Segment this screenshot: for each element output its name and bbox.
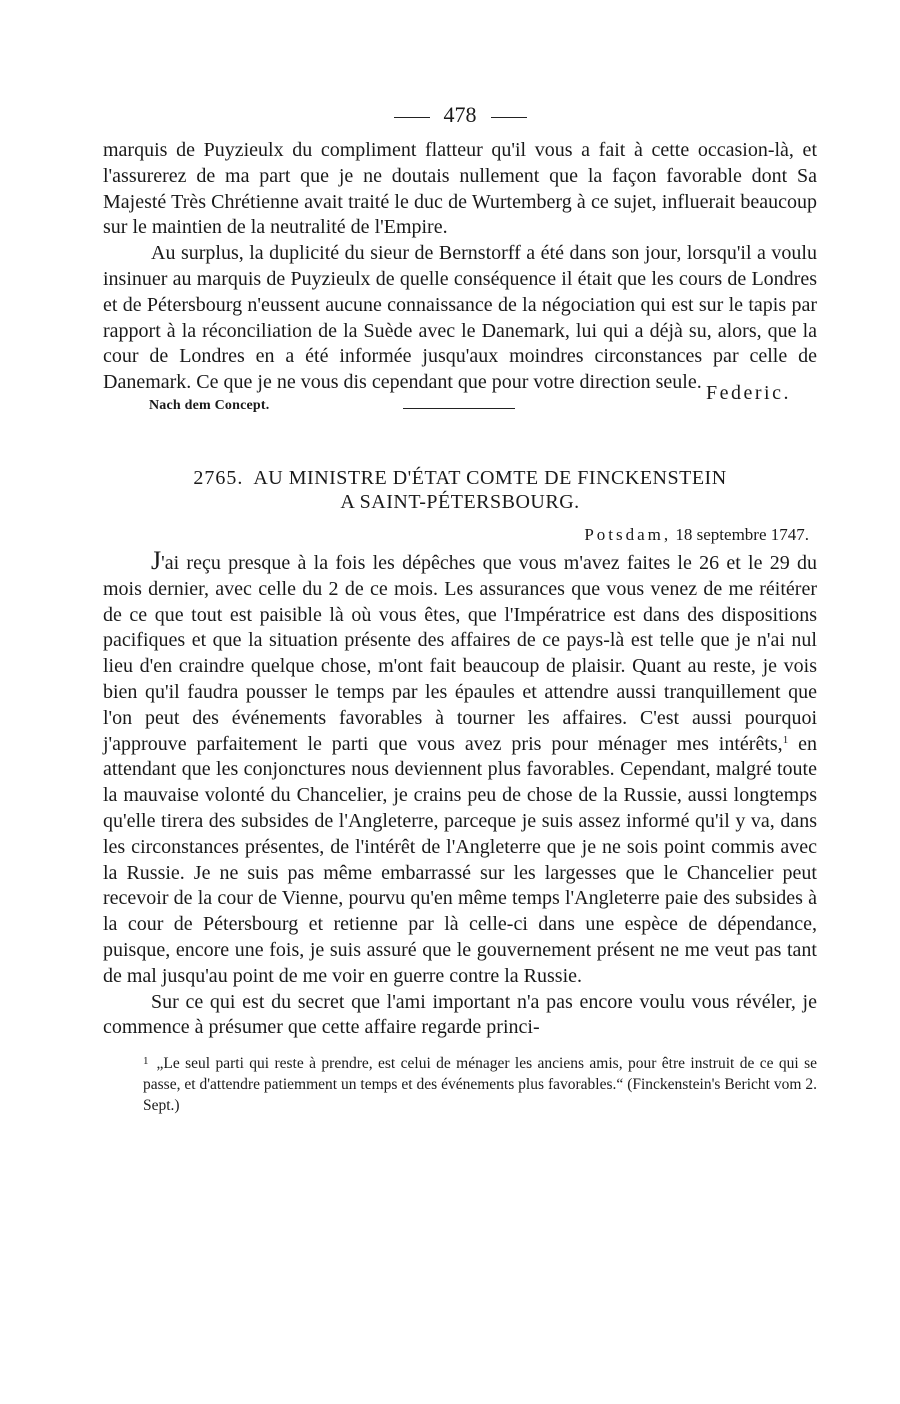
page-header <box>103 100 817 138</box>
letter-title-line-2: A SAINT-PÉTERSBOURG. <box>340 490 580 513</box>
letter-paragraph-1-part-1: 'ai reçu presque à la fois les dépêches que vous m'avez faites le 26 et le 29 du mois dernier, avec celle du 2 de ce mois. Les assurances que vous venez de me réitérer de ce que tout est paisible là où vous êtes, que l'Impératrice est dans des dispositions pacifiques et que la situation présente des affaires de ce pays-là est telle que je n'ai nul lieu d'en craindre quelque chose, m'ont fait beaucoup de plaisir. Quant au reste, je vois bien qu'il faudra pousser le temps par les épaules et attendre aussi tranquillement que l'on peut des événements favorables à tourner les affaires. C'est aussi pourquoi j'approuve parfaitement le parti que vous avez pris pour ménager mes intérêts, <box>103 551 817 755</box>
letter-title-line-1: AU MINISTRE D'ÉTAT COMTE DE FINCKENSTEIN <box>253 466 727 489</box>
signature: Federic. <box>706 381 791 404</box>
continuation-paragraph-1: marquis de Puyzieulx du compliment flatteur qu'il vous a fait à cette occasion-là, et l'assurerez de ma part que je ne doutais nullement que la façon favorable dont Sa Majesté Très Chrétienne avait traité le duc de Wurtemberg à ce sujet, influerait beaucoup sur le maintien de la neutralité de l'Empire. <box>103 139 817 239</box>
letter-heading-line-1 <box>103 466 817 490</box>
continuation-paragraph-2: Au surplus, la duplicité du sieur de Bernstorff a été dans son jour, lorsqu'il a voulu insinuer au marquis de Puyzieulx de quelle conséquence il était que les cours de Londres et de Pétersbourg n'eussent aucune connaissance de la négociation qui est sur le tapis par rapport à la réconciliation de la Suède avec le Danemark, lui qui a déjà su, alors, que la cour de Londres en a été informée jusqu'aux moindres circonstances par celle de Danemark. Ce que je ne vous dis cependant que pour votre direction seule. <box>103 242 817 394</box>
header-dash-left <box>394 117 430 118</box>
initial-letter: J <box>151 545 162 575</box>
dateline-date: 18 septembre 1747. <box>675 524 809 544</box>
signature-row <box>103 381 817 420</box>
letter-paragraph-1-part-2: en attendant que les conjonctures nous deviennent plus favorables. Cependant, malgré toute la mauvaise volonté du Chancelier, je crains peu de chose de la Russie, aussi longtemps qu'elle tirera des subsides de l'Angleterre, parceque je suis assez informé qu'il y va, dans les circonstances présentes, de l'intérêt de l'Angleterre que je ne sois point commis avec la Russie. Je ne suis pas même embarrassé sur les largesses que le Chancelier peut recevoir de la cour de Vienne, pourvu qu'en même temps l'Angleterre paie des subsides à la cour de Pétersbourg et retienne par là celle-ci dans une espèce de dépendance, puisque, encore une fois, je suis assuré que le gouvernement présent ne me veut pas tant de mal jusqu'au point de me voir en guerre contre la Russie. <box>103 732 817 987</box>
footnote-body <box>103 1051 817 1116</box>
dateline-place: Potsdam, <box>584 524 672 544</box>
footnote-reference[interactable]: 1 <box>782 733 789 746</box>
footnote <box>103 1051 817 1116</box>
section-separator <box>403 408 515 409</box>
header-dash-right <box>491 117 527 118</box>
dateline <box>103 522 817 548</box>
letter-paragraph-1 <box>103 545 817 990</box>
source-note: Nach dem Concept. <box>149 397 270 413</box>
letter-number: 2765. <box>193 466 244 489</box>
footnote-text: „Le seul parti qui reste à prendre, est celui de ménager les anciens amis, pour être instruit de ce qui se passe, et d'attendre patiemment un temps et des événements plus favorables.“ (Finckenstein's Bericht vom 2. Sept.) <box>143 1055 817 1115</box>
letter-heading <box>103 466 817 514</box>
page-number: 478 <box>443 102 477 127</box>
document-page <box>103 100 817 1116</box>
letter-paragraph-2: Sur ce qui est du secret que l'ami important n'a pas encore voulu vous révéler, je commence à présumer que cette affaire regarde princi- <box>103 990 817 1039</box>
footnote-mark: 1 <box>143 1055 149 1068</box>
